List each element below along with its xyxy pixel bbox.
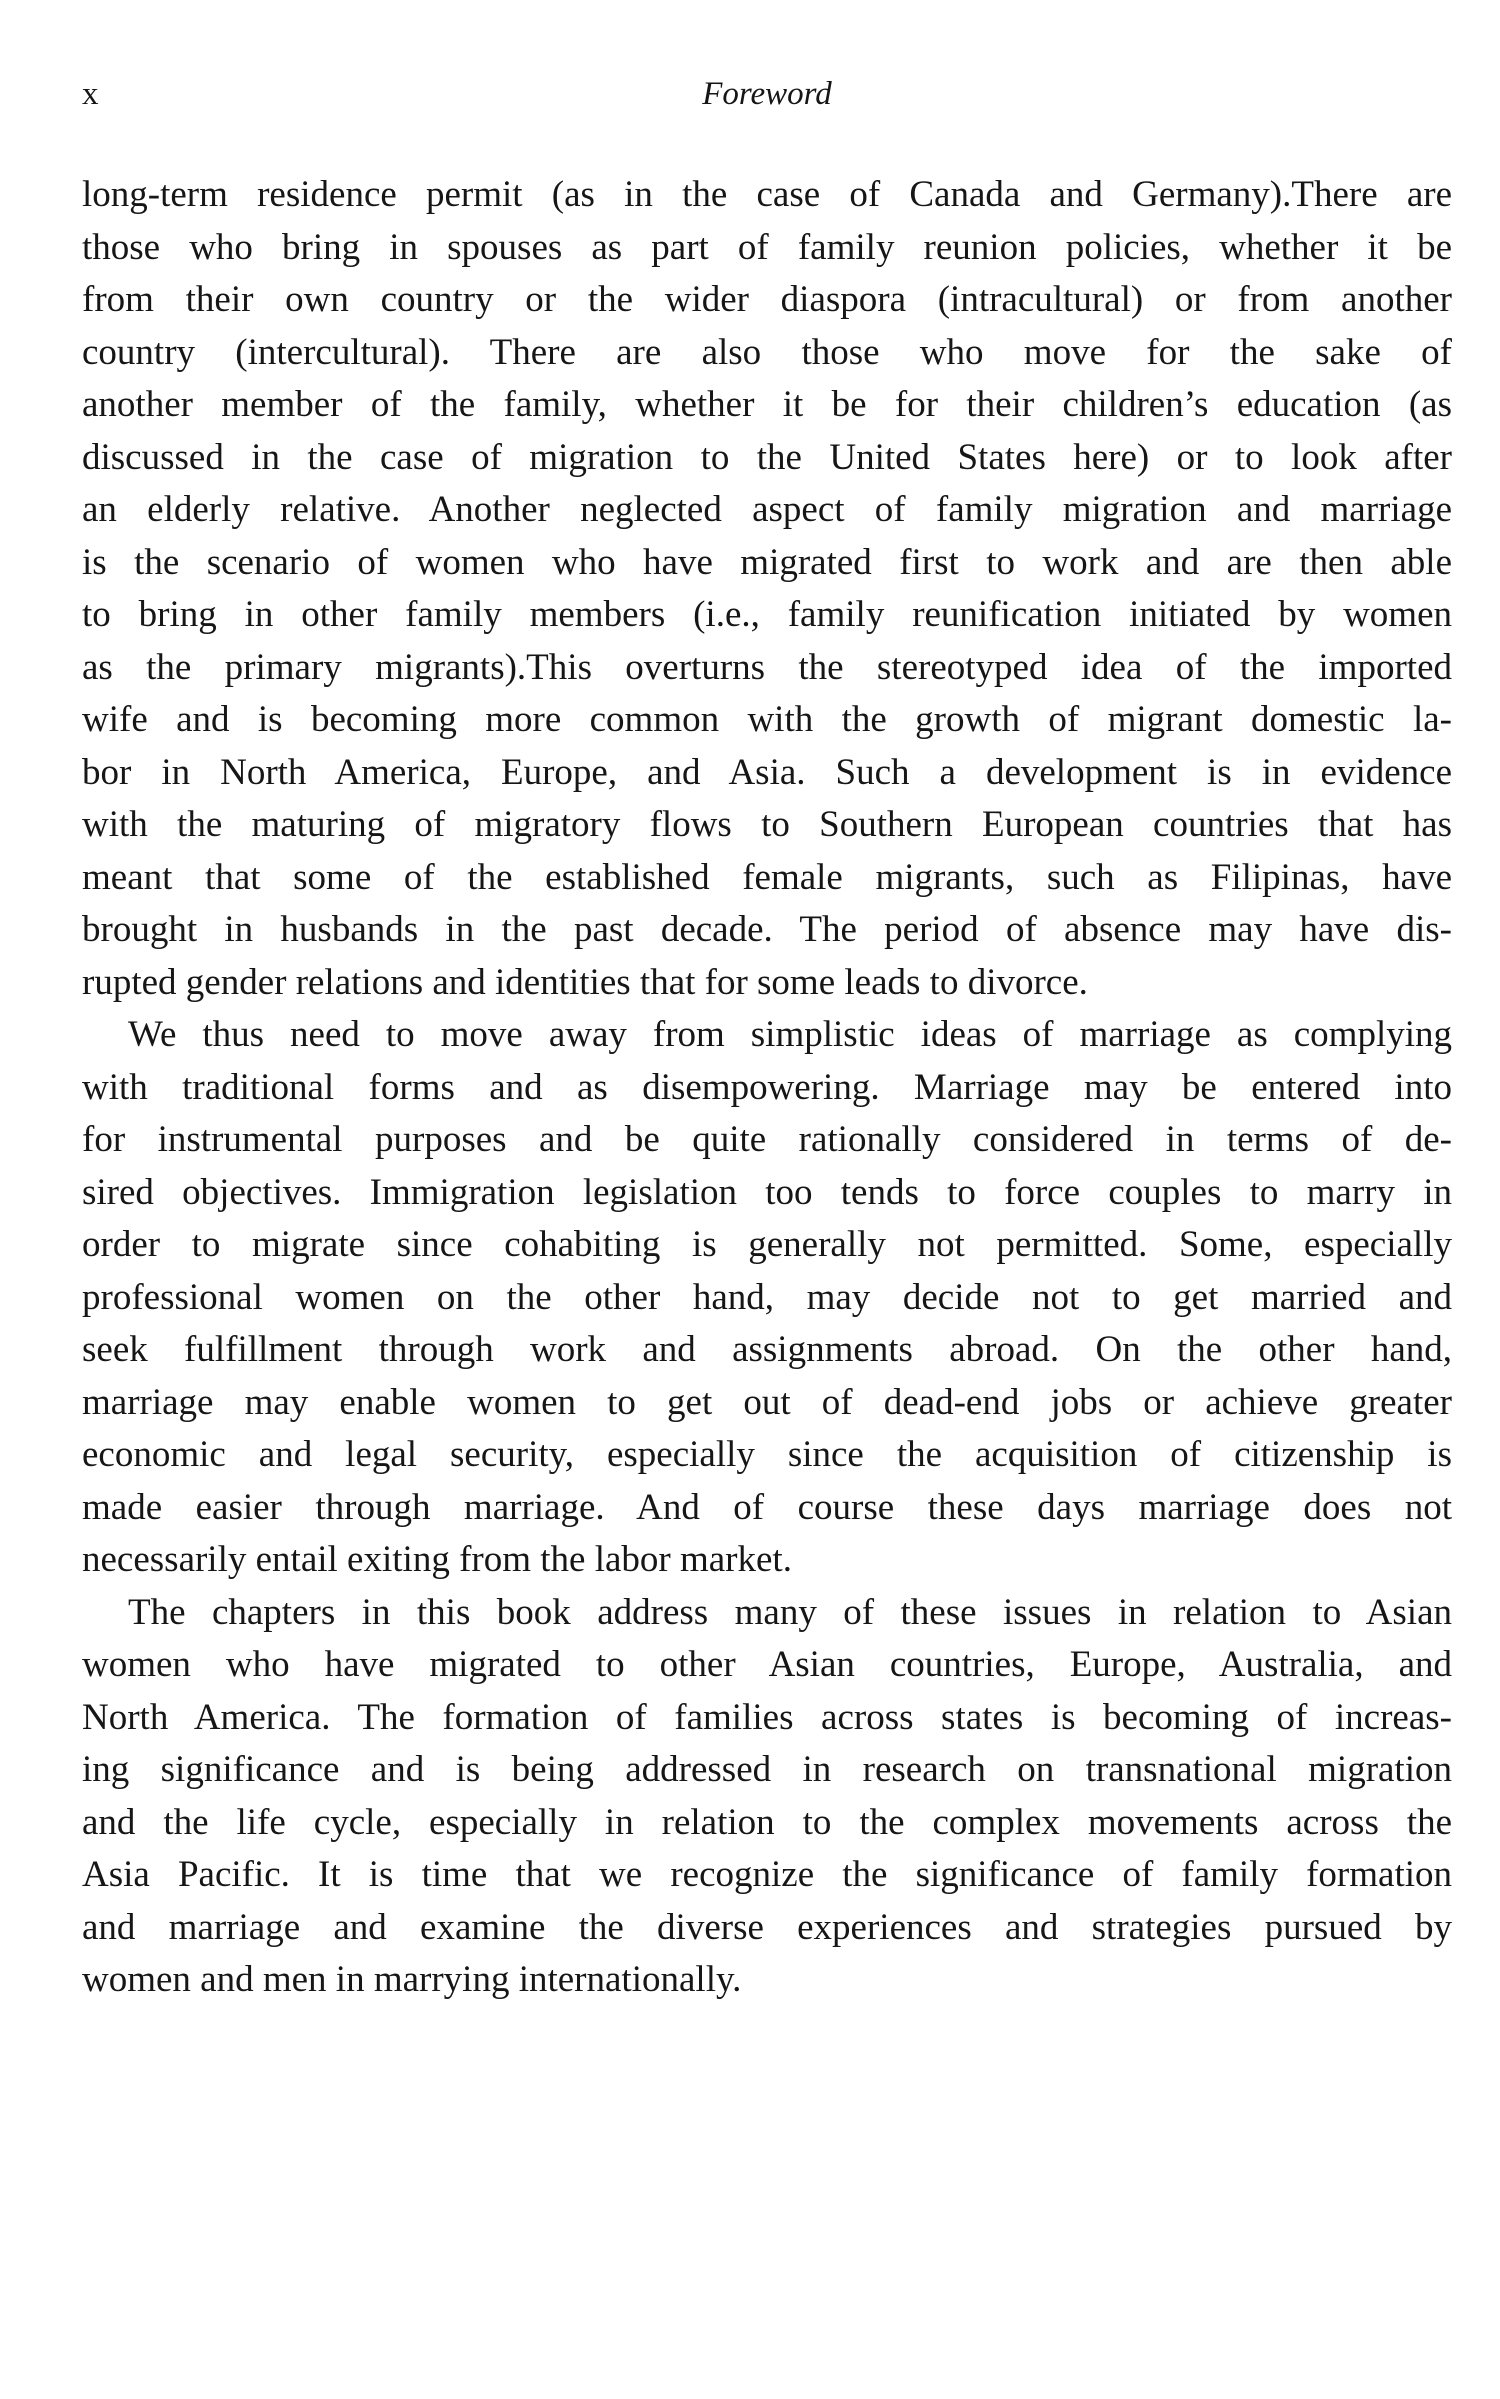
text-line: North America. The formation of families across states is becoming of increas- xyxy=(82,1696,1452,1738)
text-line: made easier through marriage. And of course these days marriage does not xyxy=(82,1486,1452,1528)
text-line: The chapters in this book address many of these issues in relation to Asian xyxy=(128,1591,1452,1633)
text-line: and the life cycle, especially in relation to the complex movements across the xyxy=(82,1801,1452,1843)
paragraph-1 xyxy=(82,169,1452,1009)
text-line: necessarily entail exiting from the labor market. xyxy=(82,1539,792,1580)
body-text xyxy=(82,169,1452,2007)
text-line: long-term residence permit (as in the case of Canada and Germany).There are xyxy=(82,174,1452,215)
text-line: marriage may enable women to get out of dead-end jobs or achieve greater xyxy=(82,1381,1452,1423)
text-line: and marriage and examine the diverse experiences and strategies pursued by xyxy=(82,1906,1452,1948)
text-line: an elderly relative. Another neglected aspect of family migration and marriage xyxy=(82,489,1452,530)
text-line: women and men in marrying internationally. xyxy=(82,1959,742,2000)
text-line: Asia Pacific. It is time that we recognize the significance of family formation xyxy=(82,1854,1452,1895)
paragraph-3 xyxy=(82,1587,1452,2007)
text-line: We thus need to move away from simplistic ideas of marriage as complying xyxy=(128,1014,1452,1055)
text-line: another member of the family, whether it be for their children’s education (as xyxy=(82,384,1452,425)
text-line: is the scenario of women who have migrated first to work and are then able xyxy=(82,541,1452,583)
text-line: professional women on the other hand, may decide not to get married and xyxy=(82,1276,1452,1318)
text-line: meant that some of the established female migrants, such as Filipinas, have xyxy=(82,856,1452,898)
text-line: rupted gender relations and identities that for some leads to divorce. xyxy=(82,961,1088,1003)
text-line: ing significance and is being addressed in research on transnational migration xyxy=(82,1749,1452,1790)
text-line: economic and legal security, especially since the acquisition of citizenship is xyxy=(82,1434,1452,1475)
text-line: discussed in the case of migration to the United States here) or to look after xyxy=(82,436,1452,478)
text-line: as the primary migrants).This overturns the stereotyped idea of the imported xyxy=(82,646,1452,688)
text-line: order to migrate since cohabiting is generally not permitted. Some, especially xyxy=(82,1224,1452,1265)
running-title: Foreword xyxy=(702,76,832,112)
page-number: x xyxy=(82,76,99,112)
paragraph-2 xyxy=(82,1009,1452,1587)
text-line: brought in husbands in the past decade. The period of absence may have dis- xyxy=(82,909,1452,950)
text-line: bor in North America, Europe, and Asia. Such a development is in evidence xyxy=(82,751,1452,793)
text-line: seek fulfillment through work and assignments abroad. On the other hand, xyxy=(82,1329,1452,1370)
text-line: for instrumental purposes and be quite rationally considered in terms of de- xyxy=(82,1119,1452,1160)
text-line: with traditional forms and as disempowering. Marriage may be entered into xyxy=(82,1066,1452,1108)
text-line: to bring in other family members (i.e., family reunification initiated by women xyxy=(82,594,1452,635)
text-line: those who bring in spouses as part of family reunion policies, whether it be xyxy=(82,226,1452,268)
text-line: from their own country or the wider diaspora (intracultural) or from another xyxy=(82,279,1452,320)
text-line: country (intercultural). There are also those who move for the sake of xyxy=(82,331,1452,373)
text-line: with the maturing of migratory flows to Southern European countries that has xyxy=(82,804,1452,845)
text-line: sired objectives. Immigration legislation too tends to force couples to marry in xyxy=(82,1171,1452,1213)
running-head xyxy=(82,72,1452,116)
text-line: wife and is becoming more common with the growth of migrant domestic la- xyxy=(82,699,1452,740)
text-line: women who have migrated to other Asian countries, Europe, Australia, and xyxy=(82,1644,1452,1685)
